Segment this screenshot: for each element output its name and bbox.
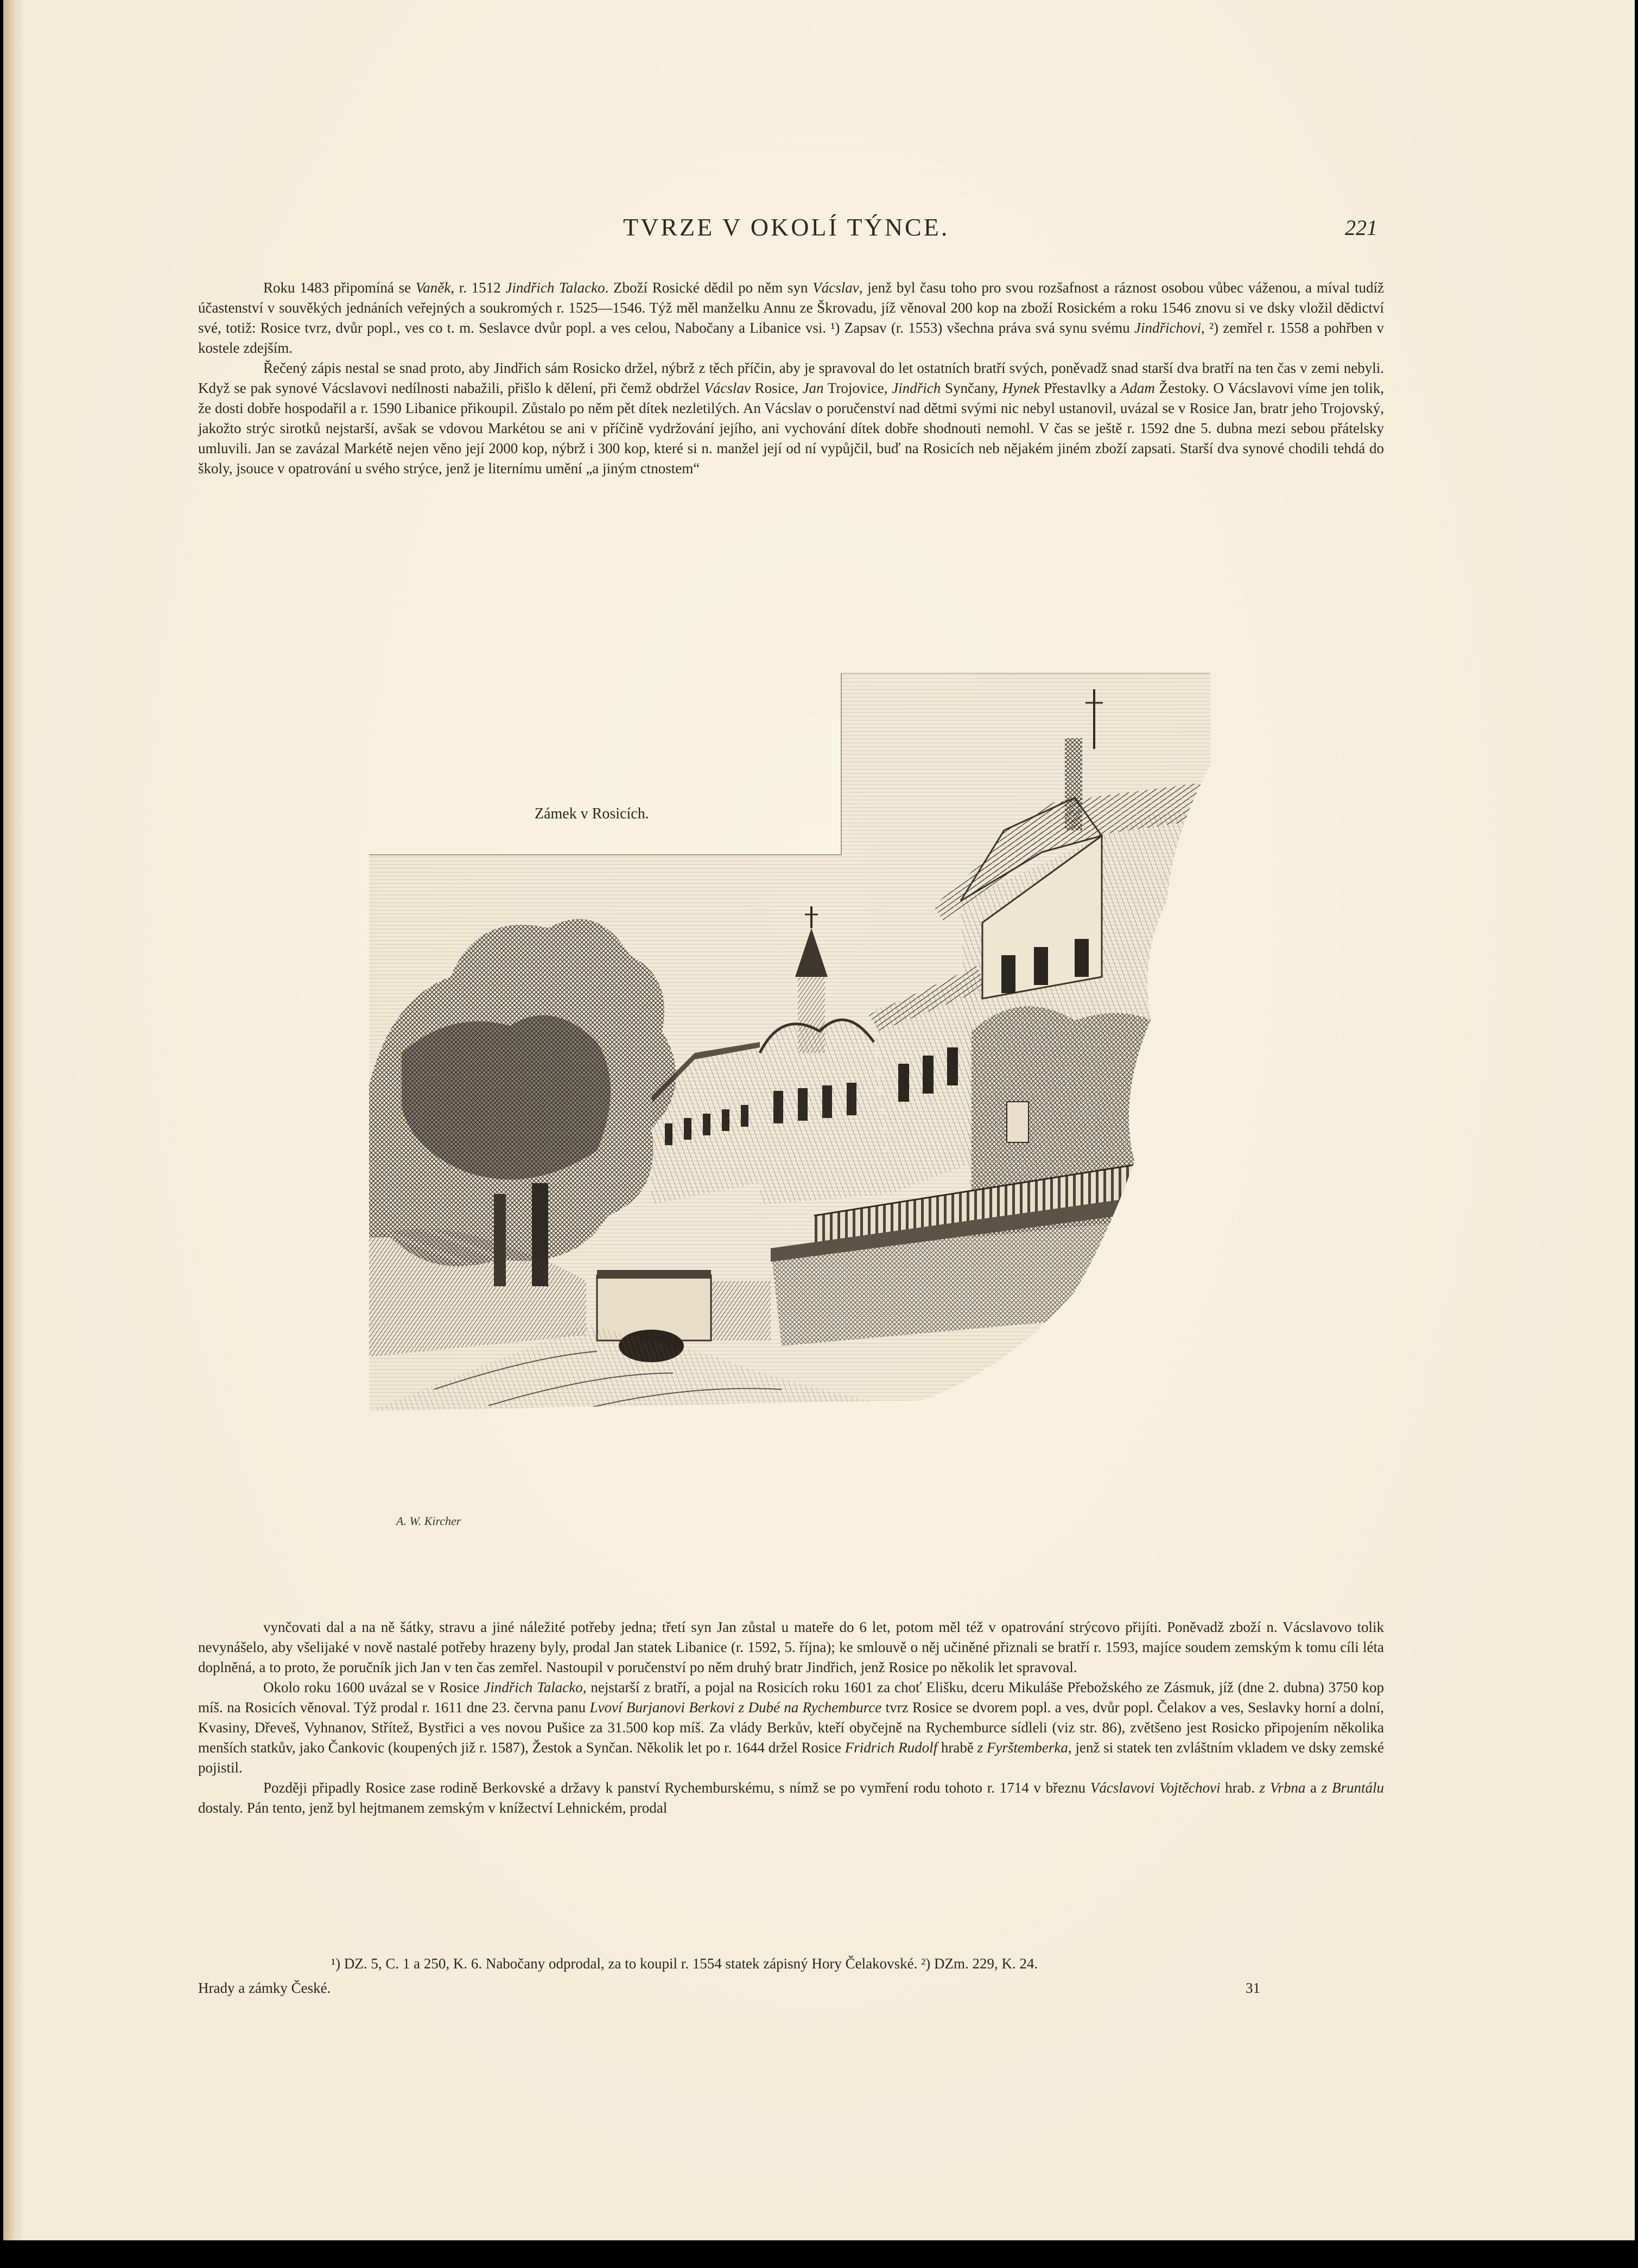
text-run: Okolo roku 1600 uvázal se v Rosice xyxy=(263,1679,484,1695)
signature-number: 31 xyxy=(1246,1980,1260,1996)
text-run: dostaly. Pán tento, jenž byl hejtmanem zemským v knížectví Lehnickém, prodal xyxy=(198,1800,668,1816)
text-run: vynčovati dal a na ně šátky, stravu a jiné náležité potřeby jedna; třetí syn Jan zůstal u mateře do 6 let, potom měl též v opatrování strýcovo přijíti. Poněvadž zboží n. Vácslavovo tolik nevynášelo, aby všelijaké v nově nastalé potřeby hrazeny byly, prodal Jan statek Libanice (r. 1592, 5. října); ke smlouvě o něj učiněné přiznali se bratří r. 1593, majíce soudem zemským k tomu cíli léta doplněná, a to proto, že poručník jich Jan v ten čas zemřel. Nastoupil v poručenství po něm druhý bratr Jindřich, jenž Rosice po několik let spravoval. xyxy=(198,1619,1384,1675)
italic-name: Lvoví Burjanovi Berkovi z Dubé na Rychemburce xyxy=(589,1699,882,1716)
italic-name: Vácslav xyxy=(812,279,859,296)
italic-name: Jindřichovi xyxy=(1134,320,1201,336)
paragraph xyxy=(198,1678,1384,1778)
italic-name: Adam xyxy=(1120,380,1155,396)
castle-engraving-illustration xyxy=(369,673,1216,1541)
paragraph xyxy=(198,358,1384,479)
page-binding-edge xyxy=(3,0,16,2240)
italic-name: Fridrich Rudolf xyxy=(845,1739,938,1756)
italic-name: Vácslav xyxy=(704,380,751,396)
figure-caption: Zámek v Rosicích. xyxy=(535,805,649,822)
text-run: Později připadly Rosice zase rodině Berkovské a državy k panství Rychemburskému, s nímž se po vymření rodu tohoto r. 1714 v březnu xyxy=(263,1780,1090,1796)
text-run: Synčany, xyxy=(941,380,1002,396)
text-run: , r. 1512 xyxy=(450,279,506,296)
text-run: , jenž byl času toho pro svou rozšafnost a ráznost osobou vůbec váženou, a míval tudíž účastenství v souvěkých jednáních veřejných a soukromých r. 1525—1546. Týž měl manželku Annu ze Škrovadu, jíž věnoval 200 kop na zboží Rosickém a roku 1546 znovu si ve dsky vložil dědictví své, totiž: Rosice tvrz, dvůr popl., ves co t. m. Seslavce dvůr popl. a ves celou, Nabočany a Libanice vsi. ¹) Zapsav (r. 1553) všechna práva svá synu svému xyxy=(198,279,1384,336)
text-run: Přestavlky a xyxy=(1039,380,1121,396)
text-run: a xyxy=(1305,1780,1322,1796)
italic-name: Vácslavovi Vojtěchovi xyxy=(1090,1780,1221,1796)
text-run: . Zboží Rosické dědil po něm syn xyxy=(605,279,813,296)
italic-name: Jindřich xyxy=(892,380,941,396)
artist-signature: A. W. Kircher xyxy=(396,1514,461,1528)
italic-name: Vaněk xyxy=(415,279,451,296)
body-text-bottom xyxy=(198,1617,1384,1818)
italic-name: z Bruntálu xyxy=(1321,1780,1384,1796)
italic-name: Jan xyxy=(802,380,824,396)
italic-name: z Vrbna xyxy=(1259,1780,1306,1796)
italic-name: Hynek xyxy=(1002,380,1040,396)
text-run: Rosice, xyxy=(750,380,803,396)
running-title: TVRZE V OKOLÍ TÝNCE. xyxy=(623,213,950,241)
text-run: Roku 1483 připomíná se xyxy=(263,279,416,296)
text-run: tvrz Rosice se dvorem popl. a ves, dvůr popl. Čelakov a ves, Seslavky horní a dolní, Kvasiny, Dřeveš, Vyhnanov, Střítež, Bystřici a ves novou Pušice za 31.500 kop míš. Za vlády Berkův, kteří obyčejně na Rychemburce sídleli (viz str. 86), zvětšeno jest Rosicko připojením několika menších statkův, jako Čankovic (koupených již r. 1587), Žestok a Synčan. Několik let po r. 1644 držel Rosice xyxy=(198,1699,1385,1756)
printer-signature: Hrady a zámky České. xyxy=(198,1980,331,1996)
italic-name: z Fyrštemberka xyxy=(977,1739,1068,1756)
paragraph xyxy=(198,1778,1384,1818)
text-run: hrabě xyxy=(937,1739,977,1756)
italic-name: Jindřich Talacko xyxy=(484,1679,583,1695)
italic-name: Jindřich Talacko xyxy=(505,279,605,296)
text-run: Řečený zápis nestal se snad proto, aby Jindřich sám Rosicko držel, nýbrž z těch příčin, aby je spravoval do let ostatních bratří svých, poněvadž snad starší dva bratří na ten čas v zemi nebyli. Když se pak synové Vácslavovi nedílnosti nabažili, přišlo k dělení, při čemž obdržel xyxy=(198,360,1384,396)
paragraph xyxy=(198,278,1384,358)
paragraph xyxy=(198,1617,1384,1678)
text-run: hrab. xyxy=(1220,1780,1260,1796)
text-run: Trojovice, xyxy=(823,380,892,396)
page-number: 221 xyxy=(1345,215,1377,240)
footnotes: ¹) DZ. 5, C. 1 a 250, K. 6. Nabočany odprodal, za to koupil r. 1554 statek zápisný Hory Čelakovské. ²) DZm. 229, K. 24. xyxy=(331,1955,1038,1972)
text-run: Žestoky. O Vácslavovi víme jen tolik, že dosti dobře hospodařil a r. 1590 Libanice přikoupil. Zůstalo po něm pět dítek nezletilých. An Vácslav o poručenství nad dětmi svými nic nebyl ustanovil, uvázal se v Rosice Jan, bratr jeho Trojovský, jakožto strýc sirotků nejstarší, avšak se vdovou Markétou se ani v příčině vydržování jejího, ani vychování dítek dobře shodnouti nemohl. V čas se ještě r. 1592 dne 5. dubna mezi sebou přátelsky umluvili. Jan se zavázal Markétě nejen věno její 2000 kop, nýbrž i 300 kop, které si n. manžel její od ní vypůjčil, buď na Rosicích neb nějakém jiném zboží zapsati. Starší dva synové chodili tehdá do školy, jsouce v opatrování u svého strýce, jenž je liternímu umění „a jiným ctnostem“ xyxy=(198,380,1384,477)
text-run: , ²) zemřel r. 1558 a pohřben v kostele zdejším. xyxy=(198,320,1384,356)
body-text-top xyxy=(198,278,1384,479)
text-run: , jenž si statek ten zvláštním vkladem ve dsky zemské pojistil. xyxy=(198,1739,1384,1776)
text-run: , nejstarší z bratří, a pojal na Rosicích roku 1601 za choť Elišku, dceru Mikuláše Přebožského ze Zásmuk, jíž (dne 2. dubna) 3750 kop míš. na Rosicích věnoval. Týž prodal r. 1611 dne 23. června panu xyxy=(198,1679,1385,1716)
